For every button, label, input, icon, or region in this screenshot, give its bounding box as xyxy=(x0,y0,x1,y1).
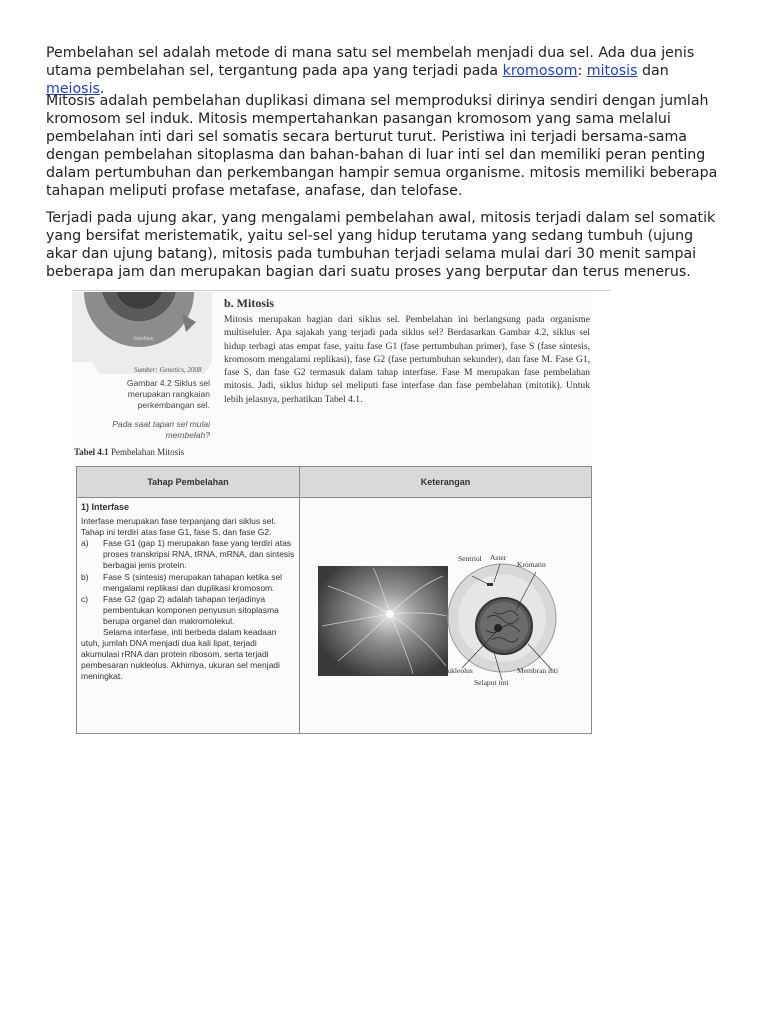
separator: : xyxy=(577,63,587,79)
conjunction: dan xyxy=(637,63,669,79)
list-text: Fase G2 (gap 2) adalah tahapan terjadinya pembentukan komponen penyusun sitoplasma berupa organel dan makromolekul. xyxy=(103,593,279,626)
mitosis-paragraph: Mitosis adalah pembelahan duplikasi dimana sel memproduksi dirinya sendiri dengan jumlah kromosom sel induk. Mitosis mempertahankan pasangan kromosom yang sama melalui pembelahan inti dari sel somatis secara berturut turut. Peristiwa ini terjadi bersama-sama dengan pembelahan sitoplasma dan bahan-bahan di luar inti sel dan memiliki peran penting dalam pertumbuhan dan perkembangan hampir semua organisme. mitosis memiliki beberapa tahapan meliputi profase metafase, anafase, dan telofase. xyxy=(46,93,718,199)
interfase-intro: Interfase merupakan fase terpanjang dari siklus sel. Tahap ini terdiri atas fase G1, fase S, dan fase G2. xyxy=(81,516,276,538)
label-sentriol: Sentriol xyxy=(458,554,482,563)
table-header-description: Keterangan xyxy=(300,467,591,497)
label-nukleolus: Nukleolus xyxy=(442,666,473,675)
label-membran-inti: Membran inti xyxy=(517,666,559,675)
list-item xyxy=(81,572,295,594)
list-key: b) xyxy=(81,571,89,582)
list-key: c) xyxy=(81,593,89,604)
root-tip-paragraph: Terjadi pada ujung akar, yang mengalami pembelahan awal, mitosis terjadi dalam sel somatik yang bersifat meristematik, yaitu sel-sel yang hidup terutama yang sedang tumbuh (ujung akar dan ujung batang), mitosis pada tumbuhan terjadi selama mulai dari 30 menit sampai beberapa jam dan merupakan bagian dari suatu proses yang berputar dan terus menerus. xyxy=(46,210,716,280)
table-caption-text: Pembelahan Mitosis xyxy=(108,447,185,457)
label-aster: Aster xyxy=(490,553,507,562)
section-title: b. Mitosis xyxy=(224,296,275,310)
figure-source: Sumber: Genetics, 2008 xyxy=(134,366,202,374)
list-item xyxy=(81,538,295,571)
scan-top-border xyxy=(72,290,610,291)
table-caption xyxy=(74,447,184,457)
list-key: a) xyxy=(81,538,89,549)
figure-question: Pada saat tapan sel mulai membelah? xyxy=(112,419,210,440)
list-text: Fase G1 (gap 1) merupakan fase yang terdiri atas proses transkripsi RNA, tRNA, mRNA, dan sintesis berbagai jenis protein. xyxy=(103,538,295,571)
intro-paragraph xyxy=(46,44,726,98)
link-kromosom[interactable]: kromosom xyxy=(502,63,578,79)
column-divider xyxy=(299,497,300,733)
table-caption-number: Tabel 4.1 xyxy=(74,447,109,457)
header-divider xyxy=(77,497,591,498)
table-header-stage: Tahap Pembelahan xyxy=(77,467,300,497)
link-mitosis[interactable]: mitosis xyxy=(586,63,638,79)
interfase-outro: Selama interfase, inti berbeda dalam keadaan utuh, jumlah DNA menjadi dua kali lipat, terjadi akumulasi rRNA dan protein ribosom, serta terjadi pembesaran nukleolus. Akhirnya, ukuran sel menjadi meningkat. xyxy=(81,627,280,682)
list-item xyxy=(81,594,295,627)
label-selaput-inti: Selaput inti xyxy=(474,678,509,687)
scanned-textbook-page xyxy=(72,290,590,732)
intro-text: Pembelahan sel adalah metode di mana satu sel membelah menjadi dua sel. Ada dua jenis utama pembelahan sel, tergantung pada apa yang terjadi pada xyxy=(46,45,695,79)
figure-caption: Gambar 4.2 Siklus sel merupakan rangkaian perkembangan sel. xyxy=(126,378,210,410)
period: . xyxy=(99,81,105,97)
interfase-heading: 1) Interfase xyxy=(81,502,130,512)
label-kromatin: Kromatin xyxy=(517,560,546,569)
section-body: Mitosis merupakan bagian dari siklus sel. Pembelahan ini berlangsung pada organisme multiseluler. Apa sajakah yang terjadi pada siklus sel? Berdasarkan Gambar 4.2, siklus sel hidup terbagi atas empat fase, yaitu fase G1 (fase pertumbuhan primer), fase S (fase sintesis, kromosom mengalami replikasi), fase G2 (fase pertumbuhan sekunder), dan fase M. Fase G1, fase S, dan fase G2 termasuk dalam tahap interfase. Fase M merupakan fase pembelahan mitosis. Jadi, siklus hidup sel meliputi fase interfase dan fase pembelahan (mitotik). Untuk lebih jelasnya, perhatikan Tabel 4.1. xyxy=(224,314,590,405)
cell-cycle-diagram xyxy=(72,292,212,374)
list-text: Fase S (sintesis) merupakan tahapan ketika sel mengalami replikasi dan duplikasi kromosom. xyxy=(103,571,283,593)
interfase-cell xyxy=(81,502,295,683)
micrograph-image xyxy=(318,566,448,676)
link-meiosis[interactable]: meiosis xyxy=(46,81,100,97)
cycle-center-label: Interfase xyxy=(134,336,154,342)
